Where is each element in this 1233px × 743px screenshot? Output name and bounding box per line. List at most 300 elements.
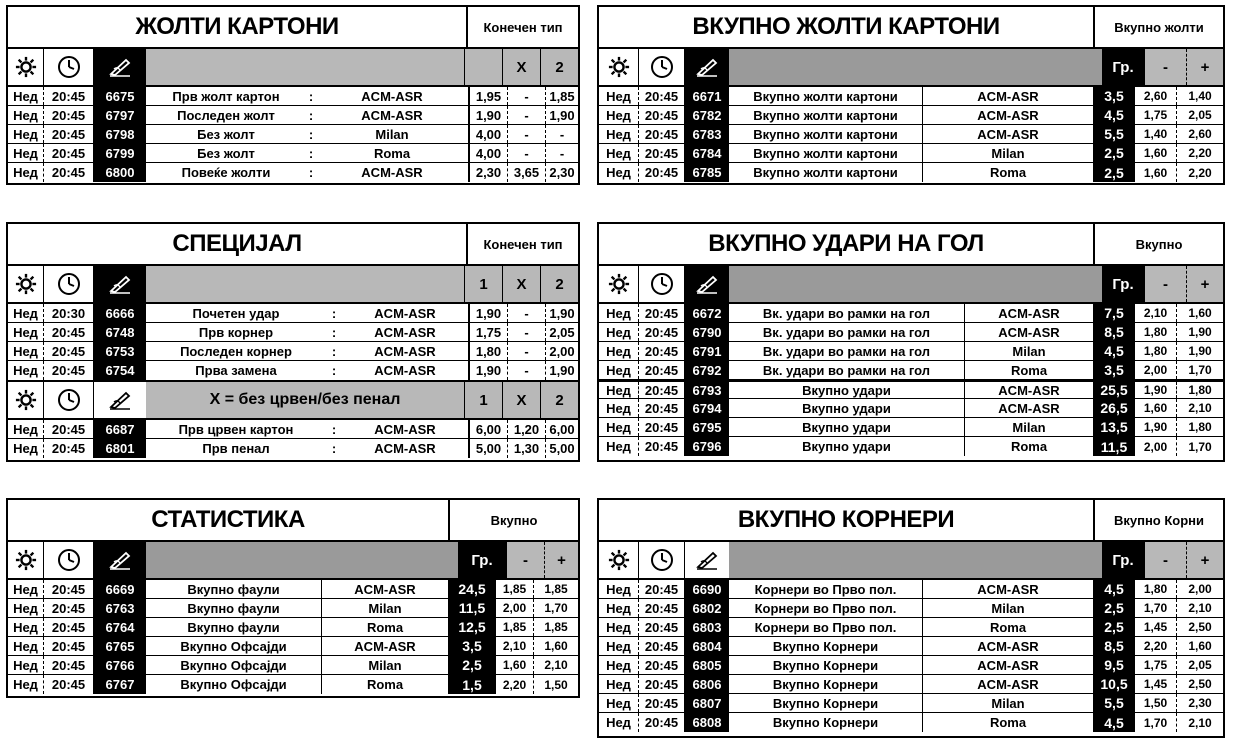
icon-header-row — [599, 49, 1223, 87]
panel-title: ЖОЛТИ КАРТОНИ — [8, 7, 468, 47]
code-cell: 6795 — [685, 418, 729, 436]
icon-header-row — [599, 542, 1223, 580]
under-odd-cell: 1,85 — [496, 580, 534, 598]
line-cell: 12,5 — [448, 618, 496, 636]
odd-1-cell: 1,90 — [470, 304, 508, 322]
match-row[interactable] — [8, 163, 578, 182]
odd-x-cell: - — [508, 106, 546, 124]
panel-title: ВКУПНО ЖОЛТИ КАРТОНИ — [599, 7, 1095, 47]
match-row[interactable] — [599, 342, 1223, 361]
colon-cell: : — [308, 107, 314, 123]
over-odd-cell: 2,10 — [544, 658, 568, 672]
odd-2-cell: 6,00 — [549, 421, 575, 437]
clock-icon — [44, 382, 94, 418]
day-cell: Нед — [599, 125, 639, 143]
over-odd-cell: 1,60 — [1188, 639, 1212, 653]
match-row[interactable] — [599, 323, 1223, 342]
over-odd-cell: 2,05 — [1188, 108, 1212, 122]
code-cell: 6799 — [94, 144, 146, 162]
time-cell: 20:45 — [44, 106, 94, 124]
time-cell: 20:45 — [639, 656, 685, 674]
under-odd-cell: 1,50 — [1135, 694, 1177, 712]
pen-icon — [94, 266, 146, 302]
match-row[interactable] — [599, 418, 1223, 437]
panel-title: СТАТИСТИКА — [8, 500, 450, 540]
day-cell: Нед — [8, 163, 44, 182]
odd-1-cell: 4,00 — [470, 125, 508, 143]
code-cell: 6754 — [94, 361, 146, 380]
under-odd-cell: 1,60 — [1135, 399, 1177, 417]
colon-cell: : — [331, 421, 337, 437]
market-cell: Вкупно удари — [729, 418, 965, 436]
market-cell: Без жолт — [197, 145, 255, 161]
odd-2-cell: - — [559, 126, 565, 142]
line-cell: 24,5 — [448, 580, 496, 598]
match-row[interactable] — [599, 618, 1223, 637]
team-cell: ACM-ASR — [316, 87, 470, 105]
market-cell: Вкупно Офсајди — [146, 675, 322, 694]
odd-1-cell: 6,00 — [470, 420, 508, 438]
gr-header: Гр. — [1102, 542, 1144, 578]
day-cell: Нед — [599, 675, 639, 693]
market-cell: Прв корнер — [198, 324, 274, 340]
day-cell: Нед — [8, 580, 44, 598]
match-row[interactable] — [599, 399, 1223, 418]
match-row[interactable] — [8, 656, 578, 675]
over-odd-cell: 1,50 — [544, 677, 568, 692]
market-cell: Вкупно удари — [729, 399, 965, 417]
match-row[interactable] — [8, 304, 578, 323]
time-cell: 20:45 — [44, 580, 94, 598]
market-cell: Без жолт — [197, 126, 255, 142]
match-row[interactable] — [599, 380, 1223, 399]
line-cell: 25,5 — [1093, 382, 1135, 398]
code-cell: 6748 — [94, 323, 146, 341]
team-cell: ACM-ASR — [977, 126, 1039, 142]
pen-icon — [94, 542, 146, 578]
market-cell: Вкупно Офсајди — [146, 637, 322, 655]
time-cell: 20:45 — [639, 382, 685, 398]
match-row[interactable] — [599, 637, 1223, 656]
under-odd-cell: 2,10 — [1135, 304, 1177, 322]
under-odd-cell: 1,80 — [1135, 342, 1177, 360]
match-row[interactable] — [599, 87, 1223, 106]
gr-header: Гр. — [458, 542, 506, 578]
match-row[interactable] — [8, 106, 578, 125]
time-cell: 20:45 — [44, 361, 94, 380]
time-cell: 20:45 — [44, 675, 94, 694]
under-odd-cell: 1,90 — [1135, 418, 1177, 436]
market-cell: Прва замена — [195, 363, 277, 378]
over-odd-cell: 1,90 — [1188, 325, 1212, 339]
team-cell: ACM-ASR — [977, 581, 1039, 597]
odd-x-cell: 3,65 — [508, 163, 546, 182]
header-blank — [146, 266, 464, 302]
code-cell: 6803 — [685, 618, 729, 636]
time-cell: 20:45 — [639, 106, 685, 124]
team-cell: ACM-ASR — [354, 581, 416, 597]
time-cell: 20:45 — [639, 580, 685, 598]
line-cell: 4,5 — [1093, 342, 1135, 360]
sun-icon — [8, 266, 44, 302]
odd-x-cell: - — [508, 125, 546, 143]
match-row[interactable] — [8, 323, 578, 342]
time-cell: 20:45 — [639, 418, 685, 436]
team-cell: Roma — [366, 619, 404, 635]
market-cell: Прв пенал — [202, 441, 270, 456]
under-odd-cell: 2,00 — [496, 599, 534, 617]
bet-type-label: Конечен тип — [483, 19, 563, 35]
odd-2-cell: 5,00 — [549, 441, 575, 456]
code-cell: 6764 — [94, 618, 146, 636]
code-cell: 6785 — [685, 163, 729, 182]
day-cell: Нед — [8, 618, 44, 636]
time-cell: 20:45 — [44, 656, 94, 674]
under-odd-cell: 1,60 — [1135, 163, 1177, 182]
team-cell: ACM-ASR — [342, 439, 470, 458]
team-cell: ACM-ASR — [342, 420, 470, 438]
line-cell: 7,5 — [1093, 304, 1135, 322]
pen-icon — [94, 382, 146, 418]
minus-header: - — [1144, 266, 1186, 302]
market-cell: Вкупно Корнери — [729, 694, 923, 712]
line-cell: 5,5 — [1093, 125, 1135, 143]
team-cell: Milan — [1012, 419, 1046, 435]
market-cell: Вкупно жолти картони — [729, 163, 923, 182]
under-odd-cell: 1,80 — [1135, 323, 1177, 341]
under-odd-cell: 1,45 — [1135, 618, 1177, 636]
odd-2-cell: 2,30 — [549, 165, 575, 180]
over-odd-cell: 2,10 — [1188, 401, 1212, 415]
code-cell: 6669 — [94, 580, 146, 598]
odd-2-cell: 1,90 — [549, 305, 575, 321]
match-row[interactable] — [8, 361, 578, 380]
plus-header: + — [544, 542, 578, 578]
over-odd-cell: 1,80 — [1188, 420, 1212, 434]
time-cell: 20:45 — [44, 163, 94, 182]
under-odd-cell: 1,75 — [1135, 106, 1177, 124]
header-blank — [729, 542, 1102, 578]
code-cell: 6790 — [685, 323, 729, 341]
code-cell: 6797 — [94, 106, 146, 124]
rows-statistika — [8, 580, 578, 694]
odd-2-cell: 2,00 — [549, 343, 575, 359]
code-cell: 6808 — [685, 713, 729, 732]
team-cell: ACM-ASR — [998, 324, 1060, 340]
time-cell: 20:45 — [44, 420, 94, 438]
match-row[interactable] — [8, 342, 578, 361]
match-row[interactable] — [8, 439, 578, 458]
team-cell: ACM-ASR — [977, 107, 1039, 123]
market-cell: Вкупно жолти картони — [729, 144, 923, 162]
team-cell: Milan — [1012, 343, 1046, 359]
code-cell: 6805 — [685, 656, 729, 674]
over-odd-cell: 2,50 — [1188, 677, 1212, 691]
clock-icon — [639, 266, 685, 302]
time-cell: 20:45 — [44, 144, 94, 162]
colon-cell: : — [308, 165, 314, 180]
market-cell: Вкупно удари — [729, 437, 965, 456]
over-odd-cell: 1,60 — [544, 639, 568, 653]
day-cell: Нед — [8, 106, 44, 124]
day-cell: Нед — [599, 323, 639, 341]
day-cell: Нед — [599, 361, 639, 379]
code-cell: 6802 — [685, 599, 729, 617]
team-cell: ACM-ASR — [998, 305, 1060, 321]
gr-header: Гр. — [1102, 266, 1144, 302]
code-cell: 6687 — [94, 420, 146, 438]
over-odd-cell: 1,70 — [544, 601, 568, 615]
day-cell: Нед — [599, 342, 639, 360]
team-cell: ACM-ASR — [342, 361, 470, 380]
odd-1-cell: 1,90 — [470, 106, 508, 124]
line-cell: 2,5 — [1093, 144, 1135, 162]
pen-icon — [94, 49, 146, 85]
odd-x-cell: - — [508, 342, 546, 360]
over-odd-cell: 2,05 — [1188, 658, 1212, 672]
match-row[interactable] — [8, 125, 578, 144]
day-cell: Нед — [8, 144, 44, 162]
over-odd-cell: 2,10 — [1188, 601, 1212, 615]
over-odd-cell: 2,00 — [1188, 582, 1212, 596]
day-cell: Нед — [8, 342, 44, 360]
time-cell: 20:45 — [639, 637, 685, 655]
match-row[interactable] — [8, 675, 578, 694]
colon-cell: : — [308, 126, 314, 142]
over-odd-cell: 2,20 — [1188, 165, 1212, 180]
market-cell: Корнери во Прво пол. — [729, 618, 923, 636]
under-odd-cell: 1,60 — [1135, 144, 1177, 162]
day-cell: Нед — [8, 599, 44, 617]
match-row[interactable] — [599, 694, 1223, 713]
day-cell: Нед — [8, 420, 44, 438]
odd-x-cell: - — [508, 361, 546, 380]
minus-header: - — [506, 542, 544, 578]
over-odd-cell: 1,90 — [1188, 344, 1212, 358]
under-odd-cell: 2,10 — [496, 637, 534, 655]
line-cell: 3,5 — [448, 637, 496, 655]
line-cell: 26,5 — [1093, 399, 1135, 417]
line-cell: 8,5 — [1093, 637, 1135, 655]
sun-icon — [8, 382, 44, 418]
code-cell: 6765 — [94, 637, 146, 655]
line-cell: 10,5 — [1093, 675, 1135, 693]
team-cell: Milan — [368, 600, 402, 616]
plus-header: + — [1186, 266, 1223, 302]
match-row[interactable] — [599, 656, 1223, 675]
team-cell: Roma — [316, 144, 470, 162]
market-cell: Вкупно Корнери — [729, 713, 923, 732]
team-cell: Roma — [989, 619, 1027, 635]
day-cell: Нед — [599, 382, 639, 398]
team-cell: Roma — [989, 715, 1027, 730]
team-cell: ACM-ASR — [977, 88, 1039, 104]
over-odd-cell: 2,20 — [1188, 146, 1212, 160]
pen-icon — [685, 266, 729, 302]
odd-1-cell: 5,00 — [470, 439, 508, 458]
market-cell: Вкупно жолти картони — [729, 106, 923, 124]
sun-icon — [8, 49, 44, 85]
odd-x-cell: - — [508, 144, 546, 162]
market-cell: Вкупно Корнери — [729, 637, 923, 655]
day-cell: Нед — [8, 637, 44, 655]
odd-x-cell: - — [508, 87, 546, 105]
code-cell: 6796 — [685, 437, 729, 456]
line-cell: 8,5 — [1093, 323, 1135, 341]
colon-cell: : — [331, 343, 337, 359]
day-cell: Нед — [599, 418, 639, 436]
sun-icon — [599, 542, 639, 578]
market-cell: Вкупно удари — [729, 382, 965, 398]
total-label: Вкупно — [1135, 236, 1183, 252]
panel-vkupno-udari — [597, 222, 1225, 462]
total-label: Вкупно жолти — [1114, 19, 1204, 35]
time-cell: 20:45 — [639, 399, 685, 417]
line-cell: 3,5 — [1093, 87, 1135, 105]
code-cell: 6801 — [94, 439, 146, 458]
time-cell: 20:45 — [639, 713, 685, 732]
time-cell: 20:30 — [44, 304, 94, 322]
match-row[interactable] — [599, 361, 1223, 380]
day-cell: Нед — [8, 361, 44, 380]
col-2-header: 2 — [540, 49, 578, 85]
code-cell: 6690 — [685, 580, 729, 598]
market-cell: Вкупно фаули — [146, 618, 322, 636]
odd-1-cell: 4,00 — [470, 144, 508, 162]
market-cell: Вкупно Корнери — [729, 675, 923, 693]
team-cell: ACM-ASR — [998, 382, 1060, 398]
plus-header: + — [1186, 542, 1223, 578]
time-cell: 20:45 — [639, 675, 685, 693]
match-row[interactable] — [599, 580, 1223, 599]
time-cell: 20:45 — [44, 87, 94, 105]
odd-1-cell: 2,30 — [470, 163, 508, 182]
team-cell: ACM-ASR — [342, 342, 470, 360]
line-cell: 3,5 — [1093, 361, 1135, 379]
market-cell: Прв жолт картон — [172, 88, 280, 104]
team-cell: ACM-ASR — [977, 657, 1039, 673]
team-cell: ACM-ASR — [998, 400, 1060, 416]
over-odd-cell: 2,30 — [1188, 696, 1212, 710]
match-row[interactable] — [8, 599, 578, 618]
line-cell: 2,5 — [1093, 599, 1135, 617]
market-cell: Почетен удар — [192, 305, 280, 321]
over-odd-cell: 1,40 — [1188, 89, 1212, 103]
odd-1-cell: 1,95 — [470, 87, 508, 105]
team-cell: ACM-ASR — [342, 304, 470, 322]
code-cell: 6798 — [94, 125, 146, 143]
team-cell: Milan — [991, 600, 1025, 616]
day-cell: Нед — [8, 439, 44, 458]
total-label: Вкупно — [490, 512, 538, 528]
match-row[interactable] — [8, 618, 578, 637]
code-cell: 6753 — [94, 342, 146, 360]
code-cell: 6672 — [685, 304, 729, 322]
match-row[interactable] — [8, 637, 578, 656]
icon-header-row — [8, 49, 578, 87]
under-odd-cell: 1,80 — [1135, 580, 1177, 598]
panel-title: ВКУПНО КОРНЕРИ — [599, 500, 1095, 540]
day-cell: Нед — [599, 87, 639, 105]
panel-header — [8, 500, 578, 542]
under-odd-cell: 1,70 — [1135, 713, 1177, 732]
match-row[interactable] — [8, 580, 578, 599]
match-row[interactable] — [8, 144, 578, 163]
match-row[interactable] — [599, 125, 1223, 144]
match-row[interactable] — [8, 420, 578, 439]
line-cell: 11,5 — [1093, 437, 1135, 456]
colon-cell: : — [331, 324, 337, 340]
panel-title: ВКУПНО УДАРИ НА ГОЛ — [599, 224, 1095, 264]
pen-icon — [685, 49, 729, 85]
market-cell: Последен жолт — [177, 107, 275, 123]
team-cell: Roma — [366, 677, 404, 692]
match-row[interactable] — [8, 87, 578, 106]
team-cell: Milan — [991, 145, 1025, 161]
day-cell: Нед — [599, 437, 639, 456]
under-odd-cell: 1,90 — [1135, 382, 1177, 398]
header-blank — [729, 49, 1102, 85]
panel-header — [599, 500, 1223, 542]
market-cell: Вкупно фаули — [146, 580, 322, 598]
over-odd-cell: 2,50 — [1188, 620, 1212, 634]
panel-zholti-kartoni — [6, 5, 580, 185]
match-row[interactable] — [599, 675, 1223, 694]
under-odd-cell: 2,20 — [1135, 637, 1177, 655]
colon-cell: : — [331, 363, 337, 378]
under-odd-cell: 2,00 — [1135, 361, 1177, 379]
header-blank — [729, 266, 1102, 302]
match-row[interactable] — [599, 144, 1223, 163]
match-row[interactable] — [599, 163, 1223, 182]
bet-type-label: Конечен тип — [483, 236, 563, 252]
match-row[interactable] — [599, 437, 1223, 456]
line-cell: 13,5 — [1093, 418, 1135, 436]
day-cell: Нед — [8, 87, 44, 105]
team-cell: ACM-ASR — [316, 106, 470, 124]
time-cell: 20:45 — [44, 323, 94, 341]
day-cell: Нед — [599, 656, 639, 674]
market-cell: Вк. удари во рамки на гол — [729, 361, 965, 379]
time-cell: 20:45 — [44, 439, 94, 458]
col-2-header: 2 — [540, 266, 578, 302]
day-cell: Нед — [599, 618, 639, 636]
code-cell: 6807 — [685, 694, 729, 712]
odd-1-cell: 1,75 — [470, 323, 508, 341]
match-row[interactable] — [599, 599, 1223, 618]
odd-2-cell: 1,90 — [549, 107, 575, 123]
plus-header: + — [1186, 49, 1223, 85]
col-1-header — [464, 49, 502, 85]
time-cell: 20:45 — [639, 694, 685, 712]
day-cell: Нед — [599, 580, 639, 598]
over-odd-cell: 1,70 — [1188, 363, 1212, 377]
match-row[interactable] — [599, 713, 1223, 732]
match-row[interactable] — [599, 304, 1223, 323]
line-cell: 2,5 — [1093, 163, 1135, 182]
over-odd-cell: 1,70 — [1188, 439, 1212, 454]
match-row[interactable] — [599, 106, 1223, 125]
odd-x-cell: 1,30 — [508, 439, 546, 458]
day-cell: Нед — [8, 323, 44, 341]
over-odd-cell: 1,85 — [544, 620, 568, 634]
sun-icon — [8, 542, 44, 578]
day-cell: Нед — [599, 163, 639, 182]
team-cell: ACM-ASR — [342, 323, 470, 341]
code-cell: 6793 — [685, 382, 729, 398]
pen-icon — [685, 542, 729, 578]
line-cell: 11,5 — [448, 599, 496, 617]
